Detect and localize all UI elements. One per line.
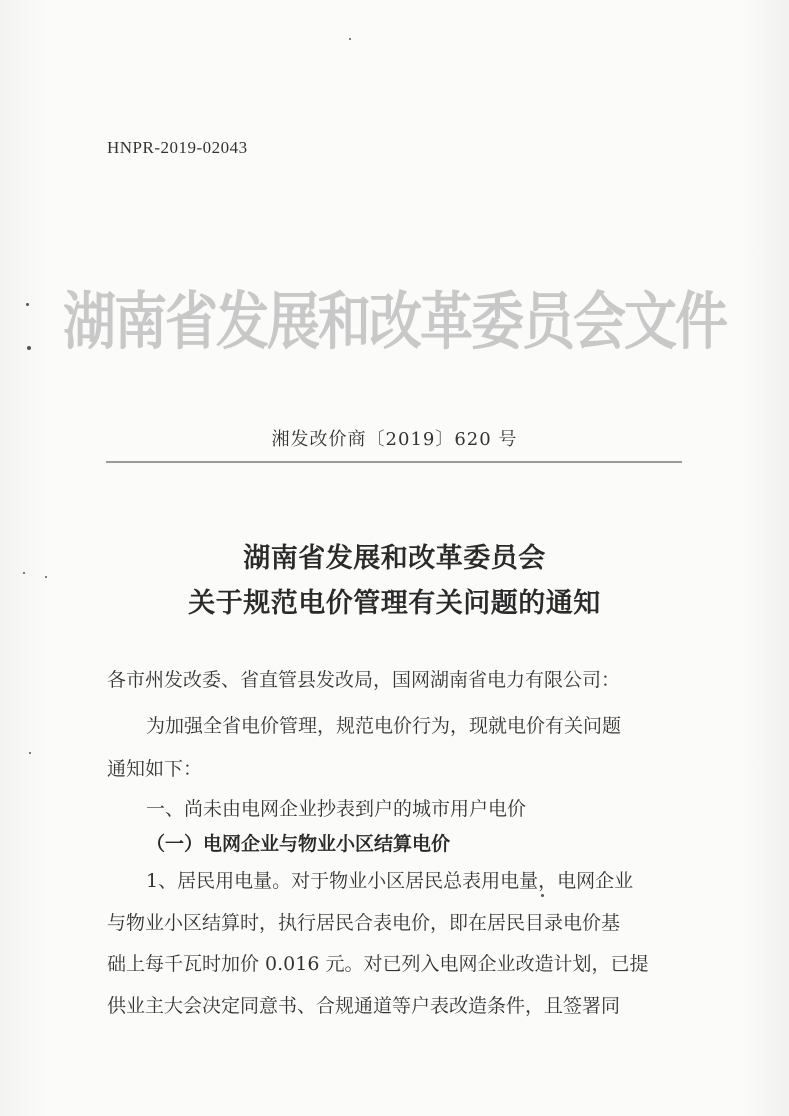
issuing-organization-header: 湖南省发展和改革委员会文件 [63, 284, 726, 359]
scan-speck [26, 303, 29, 306]
document-title-line-2: 关于规范电价管理有关问题的通知 [188, 588, 601, 619]
paragraph-line: 为加强全省电价管理，规范电价行为，现就电价有关问题 [146, 715, 622, 737]
scan-speck [29, 752, 31, 754]
paragraph-line: 础上每千瓦时加价 0.016 元。对已列入电网企业改造计划，已提 [107, 953, 649, 975]
recipients-line: 各市州发改委、省直管县发改局，国网湖南省电力有限公司： [107, 669, 621, 691]
paragraph-line: 供业主大会决定同意书、合规通道等户表改造条件，且签署同 [107, 995, 621, 1017]
header-divider [106, 461, 682, 463]
paragraph-line: 1、居民用电量。对于物业小区居民总表用电量，电网企业 [146, 870, 634, 892]
scan-speck [45, 576, 47, 578]
document-title-line-1: 湖南省发展和改革委员会 [243, 543, 546, 574]
scan-speck [541, 894, 544, 897]
scan-speck [23, 572, 25, 574]
section-heading: 一、尚未由电网企业抄表到户的城市用户电价 [146, 798, 527, 820]
scan-speck [349, 38, 351, 40]
paragraph-line: 与物业小区结算时，执行居民合表电价，即在居民目录电价基 [107, 912, 621, 934]
document-id: HNPR-2019-02043 [107, 138, 248, 157]
subsection-heading: （一）电网企业与物业小区结算电价 [146, 833, 451, 855]
document-number: 湘发改价商〔2019〕620 号 [271, 429, 518, 450]
scan-speck [27, 346, 31, 350]
paragraph-line: 通知如下： [107, 758, 203, 780]
